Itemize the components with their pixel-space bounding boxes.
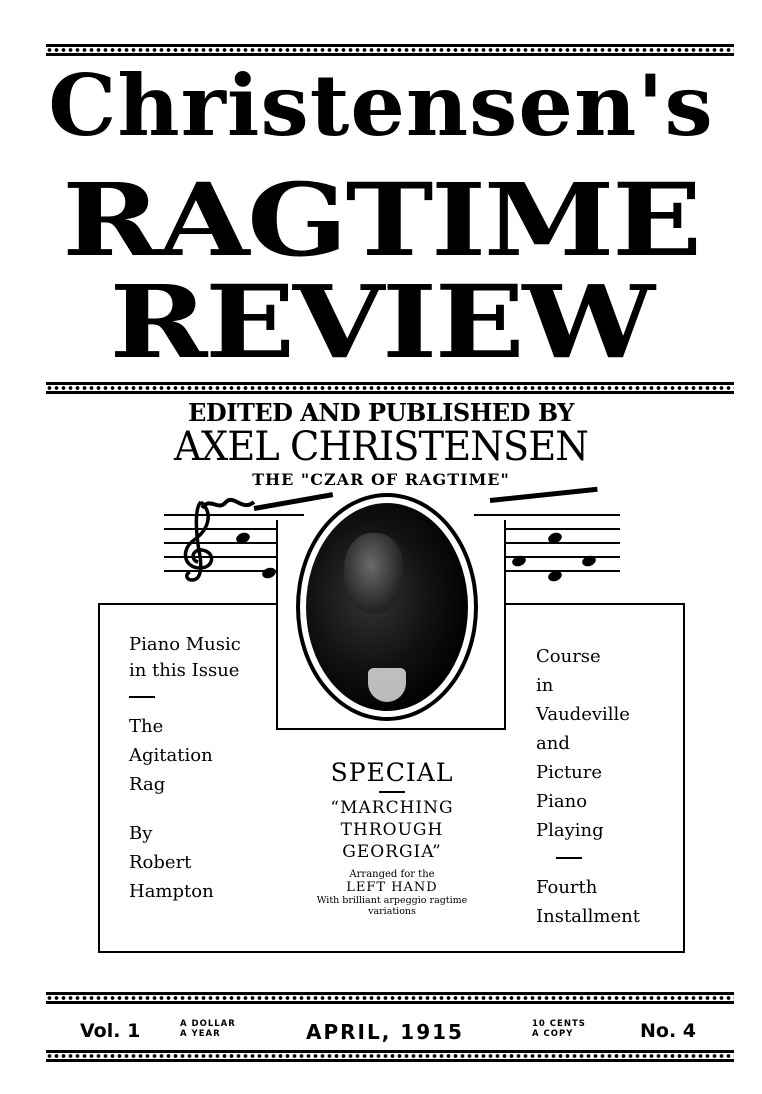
piece-line: By [129,823,153,844]
piece-line: The [129,716,164,737]
masthead-review: REVIEW [109,263,653,381]
course-line: Vaudeville [536,704,630,725]
special-title-line: THROUGH [340,820,444,840]
piece-line: Robert [129,852,192,873]
special-title-line: “MARCHING [330,798,454,818]
left-hand-note: LEFT HAND [346,880,438,895]
divider [129,696,155,698]
course-line: Picture [536,762,603,783]
divider [556,857,582,859]
special-heading: SPECIAL [330,758,454,787]
course-line: in [536,675,554,696]
divider [379,791,405,793]
price-copy [532,1019,586,1039]
price-copy-line: 10 CENTS [532,1019,586,1029]
right-column [536,642,676,931]
masthead-ragtime: RAGTIME [62,161,700,279]
issue-number: No. 4 [640,1020,697,1042]
piece-line: Rag [129,774,166,795]
installment-line: Fourth [536,877,598,898]
arpeggio-line: With brilliant arpeggio ragtime [316,895,468,906]
arranged-note: Arranged for the [349,869,435,880]
arpeggio-note [296,895,488,917]
lower-ornament-border [46,992,734,1004]
price-copy-line: A COPY [532,1029,574,1039]
special-feature [296,758,488,917]
editor-nickname: THE "CZAR OF RAGTIME" [252,470,510,489]
course-line: Playing [536,820,604,841]
price-year [180,1019,236,1039]
portrait-image [306,503,468,711]
price-year-line: A YEAR [180,1029,221,1039]
piece-line: Agitation [129,745,213,766]
editor-name: AXEL CHRISTENSEN [174,424,588,470]
masthead-title: Christensen's [48,56,714,155]
course-line: Course [536,646,601,667]
installment-line: Installment [536,906,640,927]
piece-line: Hampton [129,881,214,902]
price-year-line: A DOLLAR [180,1019,236,1029]
top-ornament-border [46,44,734,56]
arpeggio-line: variations [368,906,416,917]
middle-ornament-border [46,382,734,394]
course-line: Piano [536,791,588,812]
special-title [296,797,488,863]
course-line: and [536,733,570,754]
bottom-ornament-border [46,1050,734,1062]
special-title-line: GEORGIA” [342,842,442,862]
ornament-icon [200,494,256,514]
issue-date: APRIL, 1915 [306,1020,464,1044]
piano-music-subheading: in this Issue [129,660,240,681]
piano-music-heading: Piano Music [129,634,241,655]
edited-by-line: EDITED AND PUBLISHED BY [188,398,574,427]
volume-label: Vol. 1 [80,1020,141,1042]
left-column [129,632,289,906]
